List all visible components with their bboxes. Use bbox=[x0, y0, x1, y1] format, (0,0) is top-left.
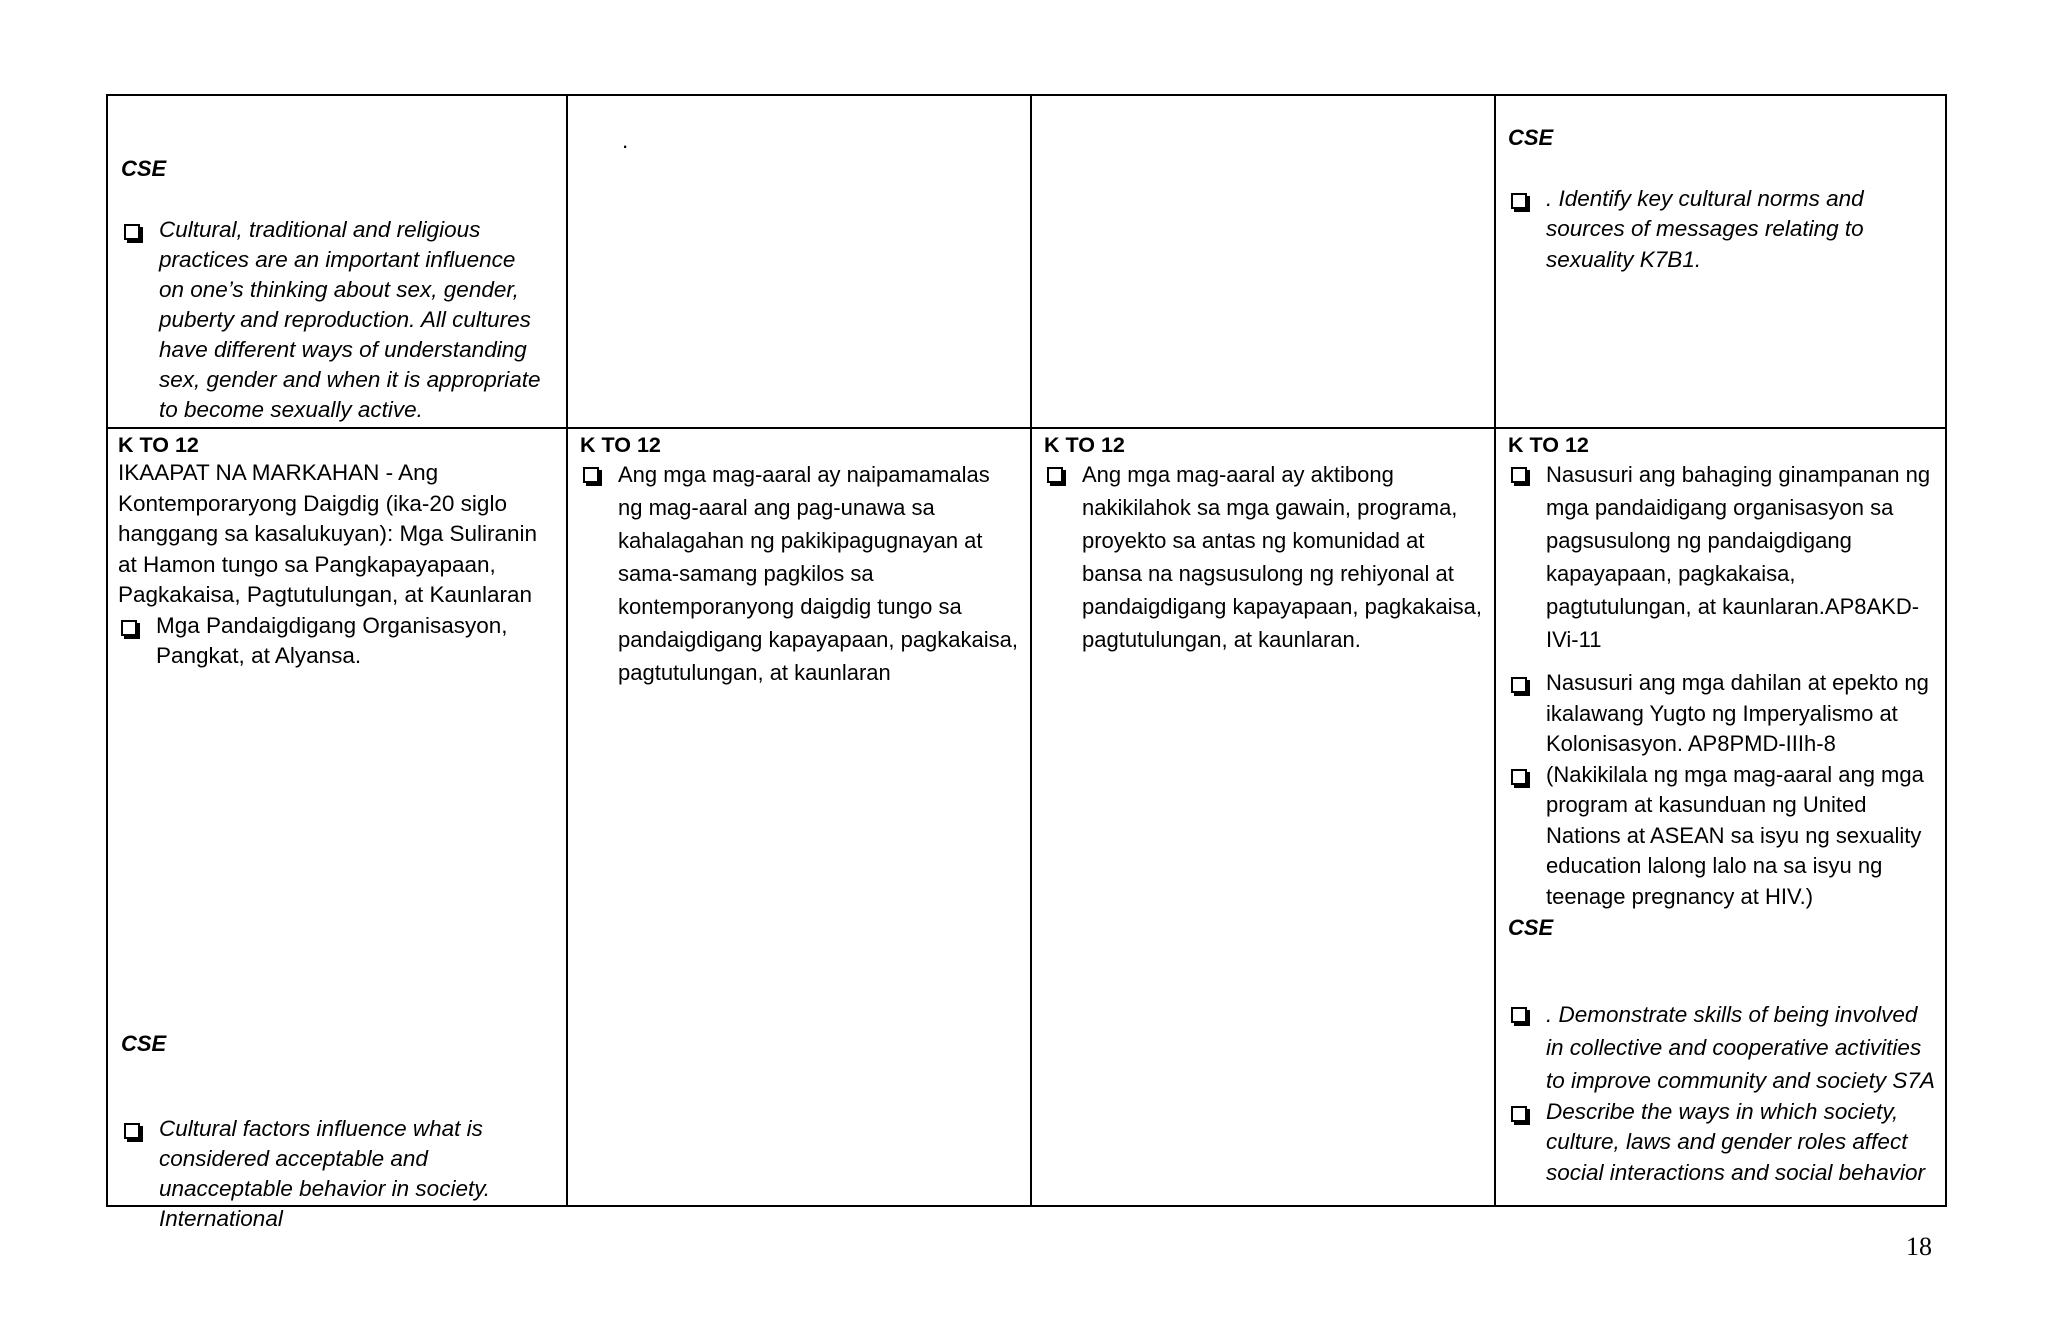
list-item-text: . Identify key cultural norms and sources of messages relating to sexuality K7B1. bbox=[1546, 185, 1864, 272]
checkbox-bullet-icon bbox=[1047, 467, 1063, 483]
checkbox-bullet-icon bbox=[124, 1123, 140, 1139]
checkbox-bullet-icon bbox=[583, 467, 599, 483]
list-item-text: Ang mga mag-aaral ay naipamamalas ng mag-aaral ang pag-unawa sa kahalagahan ng pakikipagugnayan at sama-samang pagkilos sa kontemporanyong daigdig tungo sa pandaigdigang kapayapaan, pagkakaisa, pagtutulungan, at kaunlaran bbox=[618, 462, 1018, 685]
list-item-text: Mga Pandaigdigang Organisasyon, Pangkat, at Alyansa. bbox=[156, 612, 508, 668]
row2-col4-cell bbox=[1508, 433, 1940, 912]
quarter-description: IKAAPAT NA MARKAHAN - Ang Kontemporaryong Daigdig (ika-20 siglo hanggang sa kasalukuyan): Mga Suliranin at Hamon tungo sa Pangkapayapaan, Pagkakaisa, Pagtutulungan, at Kaunlaran bbox=[118, 460, 538, 607]
list-item-text: (Nakikilala ng mga mag-aaral ang mga program at kasunduan ng United Nations at ASEAN sa isyu ng sexuality education lalong lalo na sa isyu ng teenage pregnancy at HIV.) bbox=[1546, 761, 1924, 909]
cse-label: CSE bbox=[1508, 915, 1554, 940]
list-item-text: Cultural factors influence what is considered acceptable and unacceptable behavior in society. International bbox=[159, 1115, 491, 1231]
list-item-text: Describe the ways in which society, culture, laws and gender roles affect social interactions and social behavior bbox=[1546, 1098, 1925, 1185]
cse-label: CSE bbox=[1508, 125, 1554, 150]
checkbox-bullet-icon bbox=[124, 224, 140, 240]
k-to-12-header: K TO 12 bbox=[580, 433, 661, 457]
row2-col2-cell bbox=[580, 433, 1020, 689]
list-item bbox=[580, 458, 1020, 689]
list-item-text: Cultural, traditional and religious practices are an important influence on one’s thinking about sex, gender, puberty and reproduction. All cultures have different ways of understanding sex, gender and when it is appropriate to become sexually active. bbox=[159, 216, 541, 422]
k-to-12-header: K TO 12 bbox=[1508, 433, 1589, 457]
list-item bbox=[118, 611, 546, 672]
checkbox-bullet-icon bbox=[121, 620, 137, 636]
row1-col2-cell bbox=[622, 126, 1002, 157]
list-item bbox=[121, 215, 541, 425]
list-item bbox=[1044, 458, 1484, 656]
checkbox-bullet-icon bbox=[1511, 193, 1527, 209]
checkbox-bullet-icon bbox=[1511, 677, 1527, 693]
page-number: 18 bbox=[1906, 1232, 1932, 1261]
cse-label: CSE bbox=[121, 156, 167, 181]
row2-col1-cell bbox=[118, 433, 546, 672]
list-item bbox=[121, 1114, 541, 1234]
checkbox-bullet-icon bbox=[1511, 1007, 1527, 1023]
row2-col1-cse bbox=[121, 1029, 541, 1234]
list-item bbox=[1508, 458, 1940, 656]
column-divider bbox=[1030, 96, 1032, 1205]
checkbox-bullet-icon bbox=[1511, 1106, 1527, 1122]
list-item bbox=[1508, 184, 1934, 276]
row2-col4-cse bbox=[1508, 913, 1940, 1188]
row-divider bbox=[108, 427, 1945, 429]
k-to-12-header: K TO 12 bbox=[1044, 433, 1125, 457]
list-item bbox=[1508, 668, 1940, 760]
list-item-text: Nasusuri ang bahaging ginampanan ng mga pandaidigang organisasyon sa pagsusulong ng pandaigdigang kapayapaan, pagkakaisa, pagtutulungan, at kaunlaran.AP8AKD-IVi-11 bbox=[1546, 462, 1931, 652]
list-item bbox=[1508, 1097, 1940, 1189]
row1-col4-cell bbox=[1508, 123, 1934, 275]
k-to-12-header: K TO 12 bbox=[118, 433, 199, 457]
list-item-text: Nasusuri ang mga dahilan at epekto ng ikalawang Yugto ng Imperyalismo at Kolonisasyon. AP8PMD-IIIh-8 bbox=[1546, 670, 1929, 756]
row2-col3-cell bbox=[1044, 433, 1484, 656]
column-divider bbox=[566, 96, 568, 1205]
list-item bbox=[1508, 998, 1940, 1097]
list-item-text: Ang mga mag-aaral ay aktibong nakikilahok sa mga gawain, programa, proyekto sa antas ng komunidad at bansa na nagsusulong ng rehiyonal at pandaigdigang kapayapaan, pagkakaisa, pagtutulungan, at kaunlaran. bbox=[1082, 462, 1482, 652]
curriculum-table bbox=[106, 94, 1947, 1231]
list-item bbox=[1508, 760, 1940, 913]
list-item-text: . Demonstrate skills of being involved in collective and cooperative activities to improve community and society S7A bbox=[1546, 1001, 1935, 1093]
column-divider bbox=[1494, 96, 1496, 1205]
checkbox-bullet-icon bbox=[1511, 769, 1527, 785]
stray-mark: . bbox=[622, 128, 629, 153]
checkbox-bullet-icon bbox=[1511, 467, 1527, 483]
cse-label: CSE bbox=[121, 1031, 167, 1056]
row1-col1-cell bbox=[121, 154, 541, 425]
